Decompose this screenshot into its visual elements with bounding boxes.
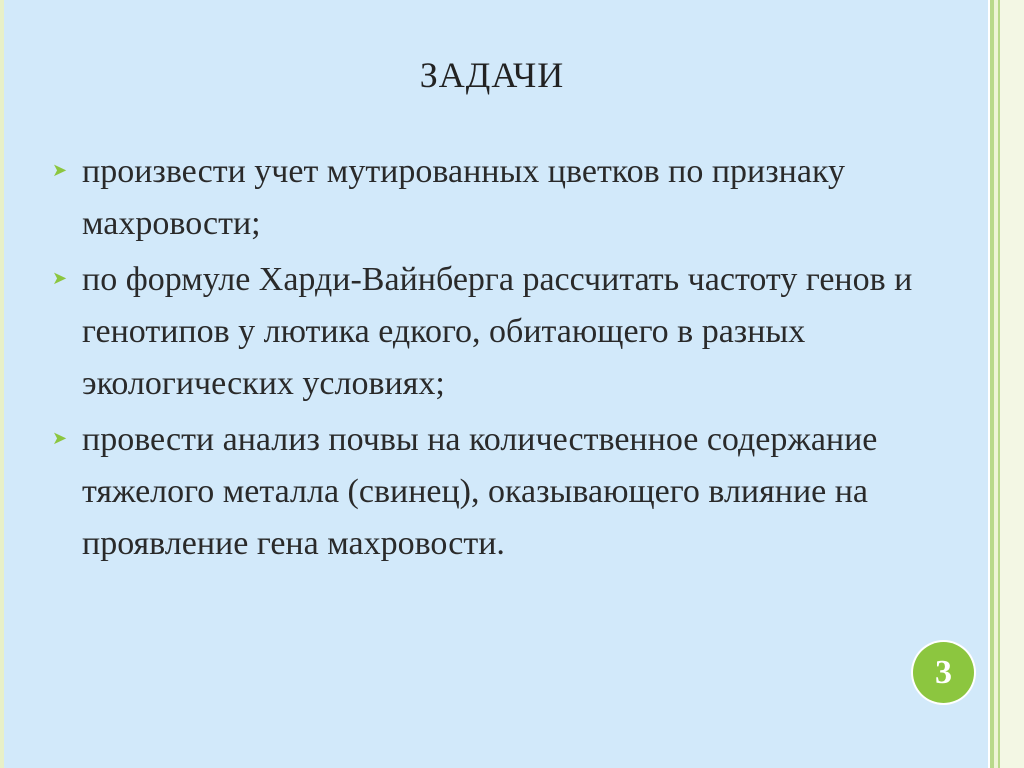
list-item — [50, 254, 930, 410]
chevron-right-icon: ➤ — [52, 268, 68, 289]
task-list — [50, 146, 930, 574]
list-item-text: провести анализ почвы на количественное содержание тяжелого металла (свинец), оказывающего влияние на проявление гена махровости. — [82, 421, 878, 562]
list-item-text: произвести учет мутированных цветков по признаку махровости; — [82, 153, 845, 242]
list-item-text: по формуле Харди-Вайнберга рассчитать частоту генов и генотипов у лютика едкого, обитающего в разных экологических условиях; — [82, 261, 913, 402]
page-number-badge: 3 — [913, 642, 974, 703]
list-item — [50, 414, 930, 570]
left-border-decoration — [0, 0, 4, 768]
right-border-decoration — [984, 0, 1024, 768]
chevron-right-icon: ➤ — [52, 160, 68, 181]
slide-title: ЗАДАЧИ — [419, 55, 565, 95]
list-item — [50, 146, 930, 250]
chevron-right-icon: ➤ — [52, 428, 68, 449]
